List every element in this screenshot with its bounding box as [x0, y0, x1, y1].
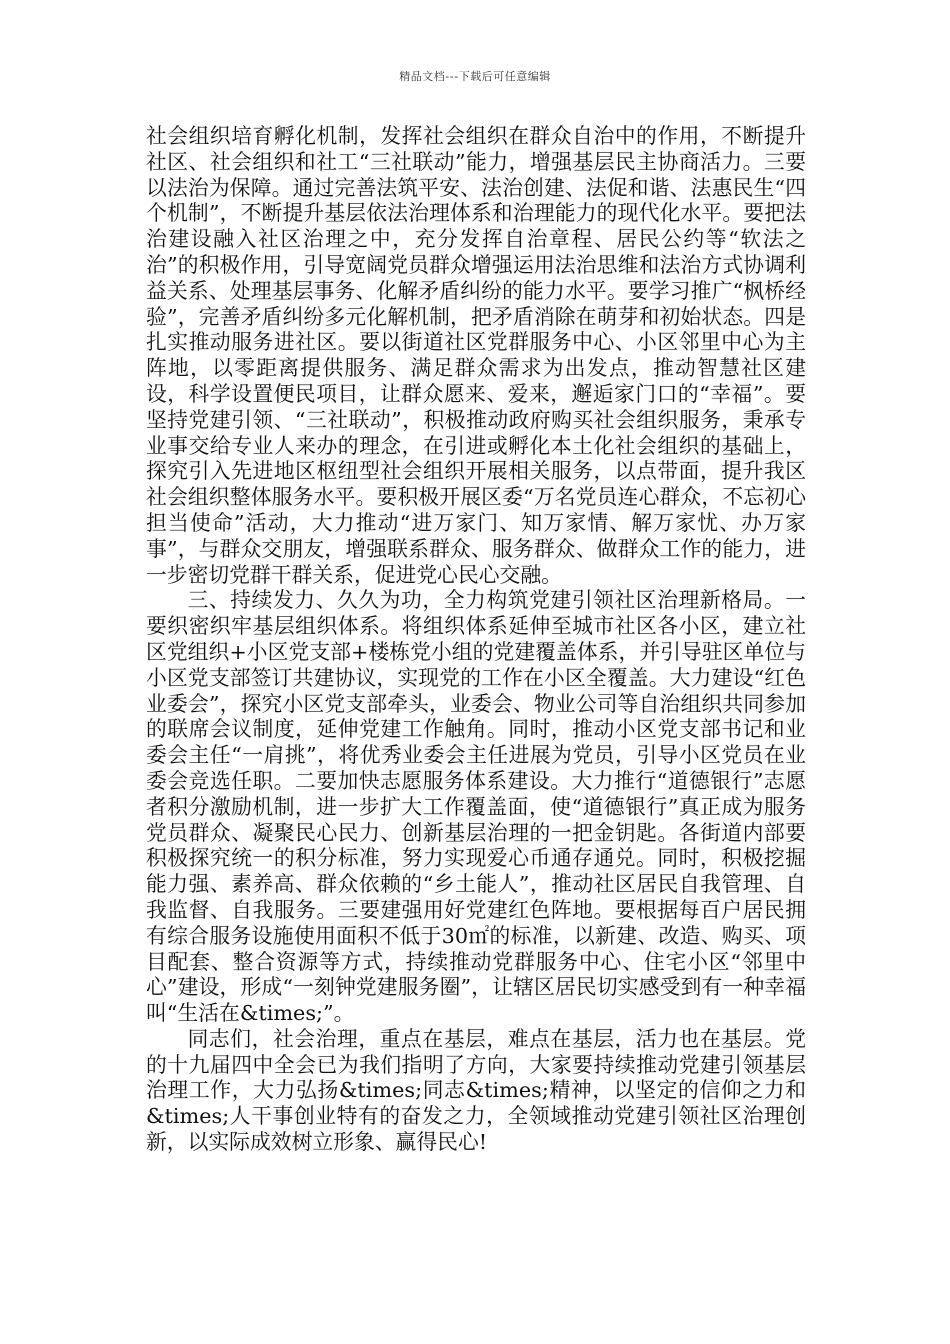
document-body — [146, 124, 806, 1156]
page-header: 精品文档---下载后可任意编辑 — [399, 70, 551, 83]
paragraph: 同志们，社会治理，重点在基层，难点在基层，活力也在基层。党的十九届四中全会已为我们指明了方向，大家要持续推动党建引领基层治理工作，大力弘扬&times;同志&times;精神，以坚定的信仰之力和&times;人干事创业特有的奋发之力，全领域推动党建引领社区治理创新，以实际成效树立形象、赢得民心! — [146, 1026, 806, 1155]
paragraph: 社会组织培育孵化机制，发挥社会组织在群众自治中的作用，不断提升社区、社会组织和社工“三社联动”能力，增强基层民主协商活力。三要以法治为保障。通过完善法筑平安、法治创建、法促和谐、法惠民生“四个机制”，不断提升基层依法治理体系和治理能力的现代化水平。要把法治建设融入社区治理之中，充分发挥自治章程、居民公约等“软法之治”的积极作用，引导宽阔党员群众增强运用法治思维和法治方式协调利益关系、处理基层事务、化解矛盾纠纷的能力水平。要学习推广“枫桥经验”，完善矛盾纠纷多元化解机制，把矛盾消除在萌芽和初始状态。四是扎实推动服务进社区。要以街道社区党群服务中心、小区邻里中心为主阵地，以零距离提供服务、满足群众需求为出发点，推动智慧社区建设，科学设置便民项目，让群众愿来、爱来，邂逅家门口的“幸福”。要坚持党建引领、“三社联动”，积极推动政府购买社会组织服务，秉承专业事交给专业人来办的理念，在引进或孵化本土化社会组织的基础上，探究引入先进地区枢纽型社会组织开展相关服务，以点带面，提升我区社会组织整体服务水平。要积极开展区委“万名党员连心群众，不忘初心担当使命”活动，大力推动“进万家门、知万家情、解万家忧、办万家事”，与群众交朋友，增强联系群众、服务群众、做群众工作的能力，进一步密切党群干群关系，促进党心民心交融。 — [146, 124, 806, 587]
paragraph: 三、持续发力、久久为功，全力构筑党建引领社区治理新格局。一要织密织牢基层组织体系。将组织体系延伸至城市社区各小区，建立社区党组织+小区党支部+楼栋党小组的党建覆盖体系，并引导驻区单位与小区党支部签订共建协议，实现党的工作在小区全覆盖。大力建设“红色业委会”，探究小区党支部牵头，业委会、物业公司等自治组织共同参加的联席会议制度，延伸党建工作触角。同时，推动小区党支部书记和业委会主任“一肩挑”，将优秀业委会主任进展为党员，引导小区党员在业委会竞选任职。二要加快志愿服务体系建设。大力推行“道德银行”志愿者积分激励机制，进一步扩大工作覆盖面，使“道德银行”真正成为服务党员群众、凝聚民心民力、创新基层治理的一把金钥匙。各街道内部要积极探究统一的积分标准，努力实现爱心币通存通兑。同时，积极挖掘能力强、素养高、群众依赖的“乡土能人”，推动社区居民自我管理、自我监督、自我服务。三要建强用好党建红色阵地。要根据每百户居民拥有综合服务设施使用面积不低于30㎡的标准，以新建、改造、购买、项目配套、整合资源等方式，持续推动党群服务中心、住宅小区“邻里中心”建设，形成“一刻钟党建服务圈”，让辖区居民切实感受到有一种幸福叫“生活在&times;”。 — [146, 588, 806, 1026]
